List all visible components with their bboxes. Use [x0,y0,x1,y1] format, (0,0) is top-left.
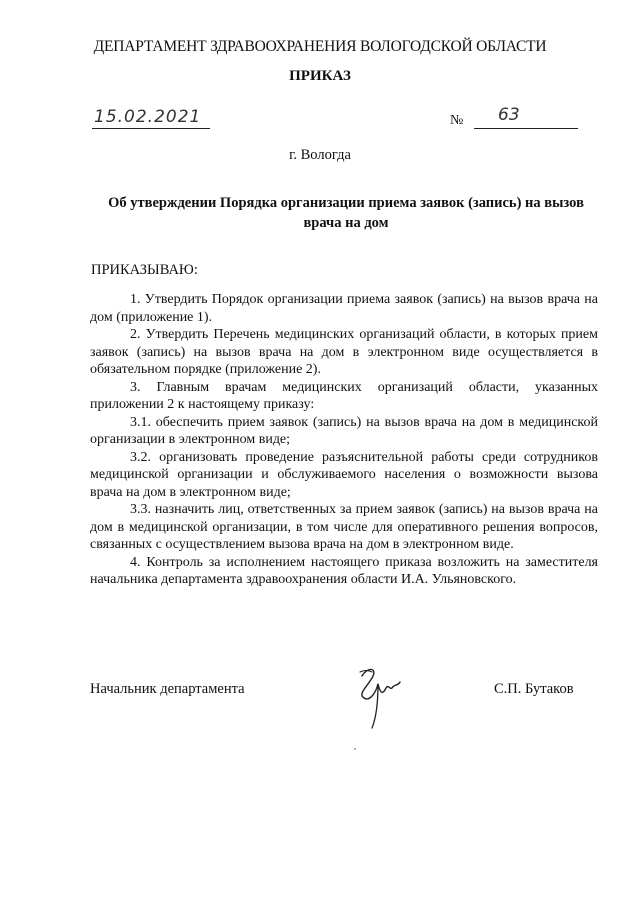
order-title: ПРИКАЗ [289,68,351,84]
order-body [90,291,598,589]
number-underline [474,128,578,129]
paragraph-1: 1. Утвердить Порядок организации приема заявок (запись) на вызов врача на дом (приложение 1). [90,292,598,325]
paragraph-4: 4. Контроль за исполнением настоящего приказа возложить на заместителя начальника департамента здравоохранения области И.А. Ульяновского. [90,554,598,587]
order-number: 63 [498,105,520,125]
scan-speck [354,748,356,750]
handwritten-signature [348,662,408,732]
paragraph-3: 3. Главным врачам медицинских организаций области, указанных приложении 2 к настоящему приказу: [90,379,598,412]
paragraph-3-1: 3.1. обеспечить прием заявок (запись) на вызов врача на дом в медицинской организации в электронном виде; [90,414,598,447]
city: г. Вологда [289,147,351,163]
number-label: № [450,113,464,128]
paragraph-2: 2. Утвердить Перечень медицинских организаций области, в которых прием заявок (запись) на вызов врача на дом в электронном виде осуществляется в обязательном порядке (приложение 2). [90,327,598,377]
order-date: 15.02.2021 [94,107,202,127]
paragraph-3-2: 3.2. организовать проведение разъяснительной работы среди сотрудников медицинской организации и обслуживаемого населения о возможности вызова врача на дом в электронном виде; [90,449,598,500]
date-underline [92,128,210,129]
decree-heading: ПРИКАЗЫВАЮ: [91,262,198,278]
signatory-name: С.П. Бутаков [494,681,574,697]
order-subject: Об утверждении Порядка организации приема заявок (запись) на вызов врача на дом [108,195,584,231]
signatory-title: Начальник департамента [90,681,245,697]
department-name: ДЕПАРТАМЕНТ ЗДРАВООХРАНЕНИЯ ВОЛОГОДСКОЙ ОБЛАСТИ [93,38,547,55]
paragraph-3-3: 3.3. назначить лиц, ответственных за прием заявок (запись) на вызов врача на дом в медицинской организации, в том числе для оперативного решения вопросов, связанных с осуществлением вызова врача на дом в электронном виде. [90,502,598,552]
